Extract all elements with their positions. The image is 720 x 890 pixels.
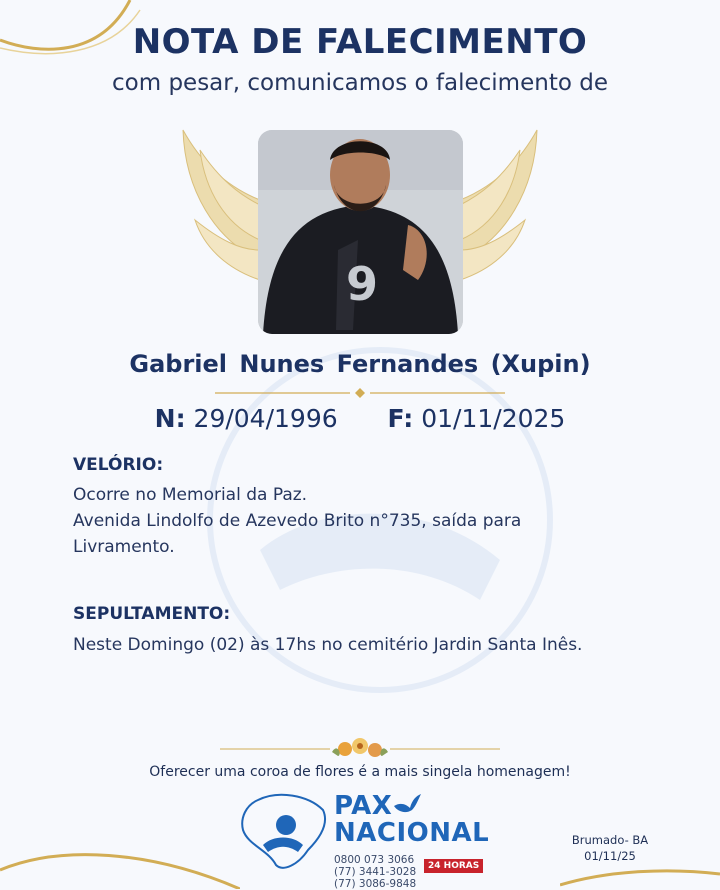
city-date-stamp	[560, 832, 660, 864]
sepultamento-heading: SEPULTAMENTO:	[73, 604, 231, 624]
brand-name	[334, 793, 489, 847]
deceased-name: Gabriel Nunes Fernandes (Xupin)	[129, 350, 591, 378]
city-label: Brumado- BA	[571, 833, 649, 847]
ornamental-divider	[215, 388, 505, 398]
velorio-line-3: Livramento.	[73, 537, 175, 557]
tagline: Oferecer uma coroa de flores é a mais singela homenagem!	[149, 764, 571, 780]
velorio-heading: VELÓRIO:	[73, 455, 164, 475]
flowers-divider-icon	[220, 734, 500, 764]
velorio-line-1: Ocorre no Memorial da Paz.	[73, 485, 308, 505]
sepultamento-line-1: Neste Domingo (02) às 17hs no cemitério Jardin Santa Inês.	[73, 635, 583, 655]
gold-swoosh-bottom-right	[560, 860, 720, 889]
phone-2: (77) 3441-3028	[334, 866, 417, 878]
gold-swoosh-bottom-left	[0, 840, 240, 889]
deceased-photo	[258, 130, 463, 334]
birth-label: N:	[154, 404, 186, 433]
phone-numbers	[334, 854, 416, 890]
brazil-map-logo-icon	[238, 790, 332, 874]
death-date: 01/11/2025	[421, 404, 566, 433]
date-label: 01/11/25	[584, 849, 636, 863]
svg-text:9: 9	[346, 257, 379, 311]
page-title: NOTA DE FALECIMENTO	[132, 22, 588, 62]
brand-line-2: NACIONAL	[334, 818, 490, 848]
life-dates	[0, 404, 720, 433]
brand-line-1: PAX	[334, 791, 393, 821]
phone-1: 0800 073 3066	[334, 854, 415, 866]
death-label: F:	[387, 404, 414, 433]
page-subtitle: com pesar, comunicamos o falecimento de	[112, 70, 608, 96]
phone-3: (77) 3086-9848	[334, 878, 417, 890]
24-hours-badge: 24 HORAS	[424, 859, 483, 873]
birth-date: 29/04/1996	[193, 404, 338, 433]
velorio-line-2: Avenida Lindolfo de Azevedo Brito n°735, saída para	[73, 511, 522, 531]
portrait-illustration	[258, 130, 463, 334]
